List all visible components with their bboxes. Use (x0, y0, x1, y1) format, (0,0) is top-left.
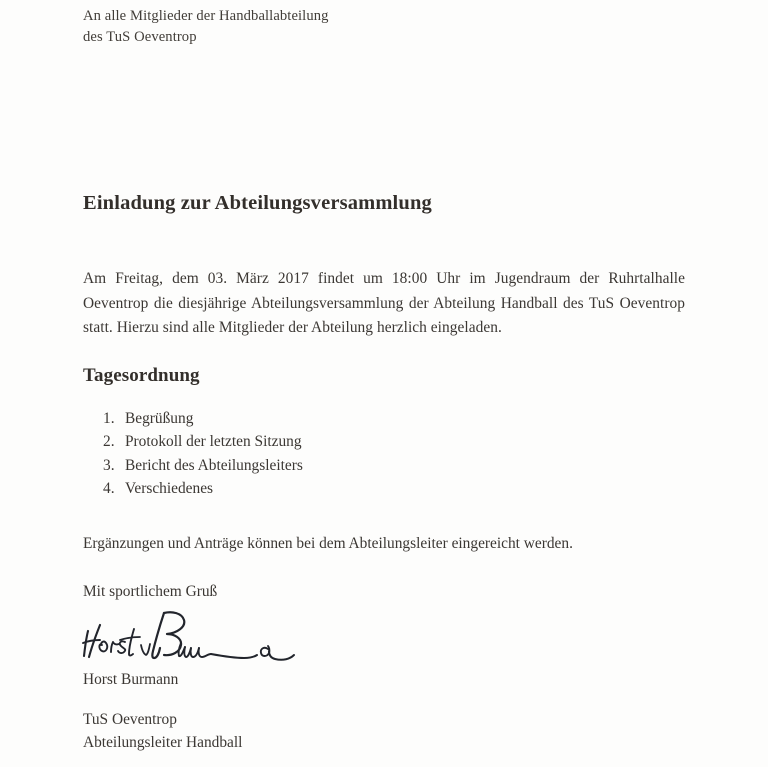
recipient-line-1: An alle Mitglieder der Handballabteilung (83, 8, 329, 24)
recipient-line-2: des TuS Oeventrop (83, 29, 197, 45)
agenda-item-number: 1. (103, 410, 115, 427)
recipient-block (83, 6, 503, 48)
agenda-item-number: 3. (103, 456, 115, 474)
agenda-heading: Tagesordnung (83, 365, 200, 386)
agenda-item-number: 2. (103, 433, 115, 451)
agenda-item-number: 4. (103, 480, 115, 498)
agenda-item (103, 477, 303, 500)
note-paragraph: Ergänzungen und Anträge können bei dem Abteilungsleiter eingereicht werden. (83, 535, 573, 553)
intro-paragraph: Am Freitag, dem 03. März 2017 findet um 18:00 Uhr im Jugendraum der Ruhrtalhalle Oeventrop die diesjährige Abteilungsversammlung der Abteilung Handball des TuS Oeventrop statt. Hierzu sind alle Mitglieder der Abteilung herzlich eingeladen. (83, 270, 685, 336)
signature-name: Horst Burmann (83, 671, 179, 688)
signature-strokes (78, 607, 318, 669)
footer-role: Abteilungsleiter Handball (83, 733, 243, 751)
closing-salutation: Mit sportlichem Gruß (83, 583, 218, 600)
document-title: Einladung zur Abteilungsversammlung (83, 192, 432, 214)
agenda-item-label: Begrüßung (125, 410, 194, 427)
agenda-item (103, 407, 303, 430)
agenda-item-label: Bericht des Abteilungsleiters (125, 456, 303, 474)
agenda-item (103, 454, 303, 477)
agenda-item-label: Verschiedenes (125, 480, 214, 498)
agenda-list (103, 407, 303, 501)
agenda-item (103, 430, 303, 453)
signature-icon (78, 607, 318, 669)
footer-organization: TuS Oeventrop (83, 711, 177, 728)
footer-block (83, 709, 242, 754)
agenda-item-label: Protokoll der letzten Sitzung (125, 433, 302, 451)
